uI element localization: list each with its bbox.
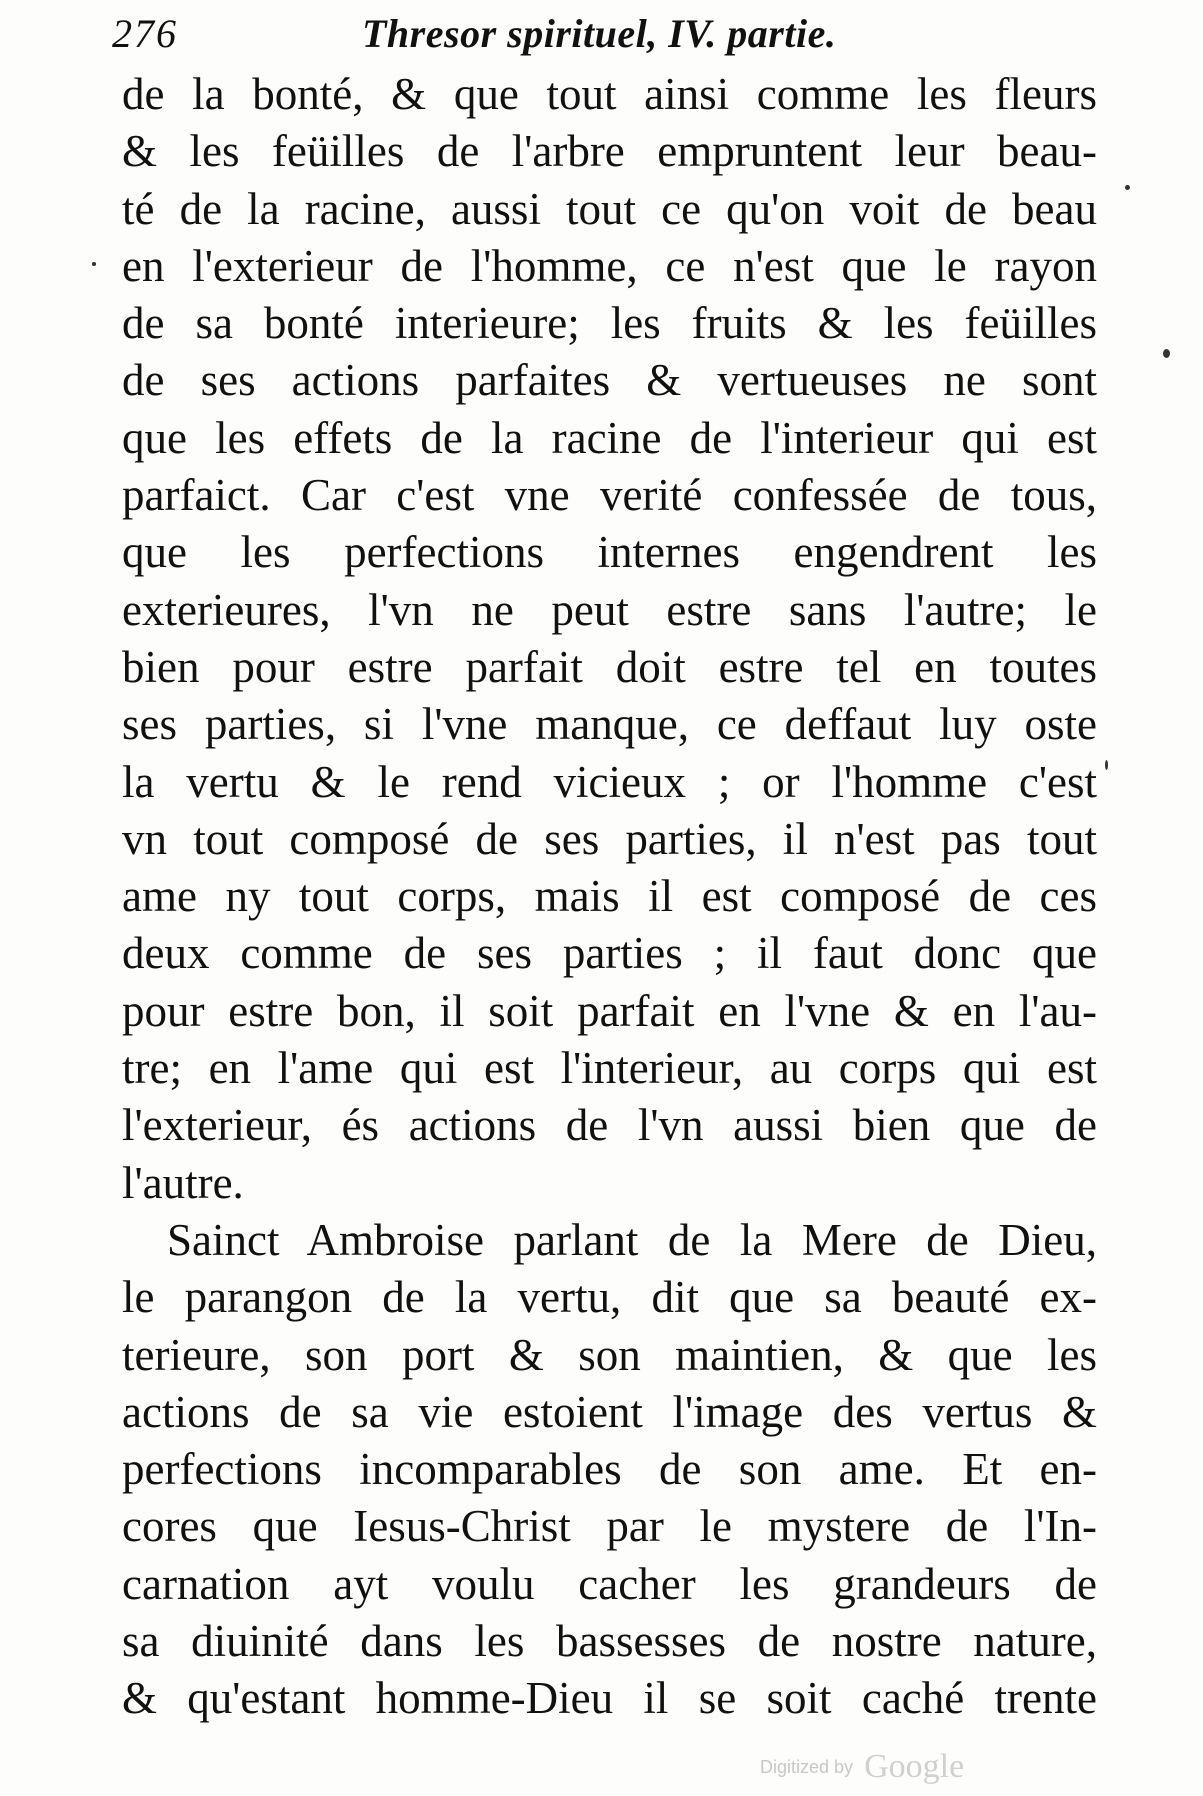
ink-speck bbox=[1125, 185, 1130, 190]
text-line: de sa bonté interieure; les fruits & les feüilles bbox=[122, 298, 1097, 349]
text-line: & les feüilles de l'arbre empruntent leur beau- bbox=[122, 126, 1097, 177]
text-line: ses parties, si l'vne manque, ce deffaut luy oste bbox=[122, 699, 1097, 750]
ink-speck bbox=[1105, 760, 1108, 770]
text-line: l'exterieur, és actions de l'vn aussi bien que de bbox=[122, 1100, 1097, 1151]
text-line: que les perfections internes engendrent les bbox=[122, 527, 1097, 578]
page-number: 276 bbox=[112, 11, 178, 56]
text-line: vn tout composé de ses parties, il n'est pas tout bbox=[122, 813, 1097, 864]
running-head bbox=[112, 10, 1102, 58]
text-line: l'autre. bbox=[122, 1157, 244, 1208]
paragraph-1 bbox=[122, 66, 1097, 1212]
text-line: en l'exterieur de l'homme, ce n'est que le rayon bbox=[122, 240, 1097, 291]
text-line: terieure, son port & son maintien, & que les bbox=[122, 1329, 1097, 1380]
text-line: tre; en l'ame qui est l'interieur, au corps qui est bbox=[122, 1043, 1097, 1094]
text-line: parfaict. Car c'est vne verité confessée de tous, bbox=[122, 470, 1097, 521]
text-line: carnation ayt voulu cacher les grandeurs de bbox=[122, 1558, 1097, 1609]
text-line: de ses actions parfaites & vertueuses ne sont bbox=[122, 355, 1097, 406]
text-line: & qu'estant homme-Dieu il se soit caché trente bbox=[122, 1673, 1097, 1724]
text-line: té de la racine, aussi tout ce qu'on voit de beau bbox=[122, 183, 1097, 234]
text-line: pour estre bon, il soit parfait en l'vne & en l'au- bbox=[122, 985, 1097, 1036]
paragraph-2 bbox=[122, 1212, 1097, 1728]
watermark-label: Digitized by bbox=[760, 1757, 854, 1777]
ink-speck bbox=[1163, 349, 1170, 358]
ink-speck bbox=[92, 262, 96, 266]
text-line: ame ny tout corps, mais il est composé de ces bbox=[122, 871, 1097, 922]
text-line: actions de sa vie estoient l'image des vertus & bbox=[122, 1386, 1097, 1437]
text-line: cores que Iesus-Christ par le mystere de l'In- bbox=[122, 1501, 1097, 1552]
text-line: la vertu & le rend vicieux ; or l'homme c'est bbox=[122, 756, 1097, 807]
text-line: de la bonté, & que tout ainsi comme les fleurs bbox=[122, 69, 1097, 119]
text-line: sa diuinité dans les bassesses de nostre nature, bbox=[122, 1616, 1097, 1667]
running-title: Thresor spirituel, IV. partie. bbox=[362, 11, 837, 56]
body-text bbox=[122, 66, 1097, 1728]
text-line: bien pour estre parfait doit estre tel en toutes bbox=[122, 641, 1097, 692]
watermark-brand: Google bbox=[864, 1748, 965, 1785]
text-line: perfections incomparables de son ame. Et en- bbox=[122, 1444, 1097, 1495]
text-line: le parangon de la vertu, dit que sa beauté ex- bbox=[122, 1272, 1097, 1323]
text-line: exterieures, l'vn ne peut estre sans l'autre; le bbox=[122, 584, 1097, 635]
text-line: Sainct Ambroise parlant de la Mere de Dieu, bbox=[167, 1214, 1097, 1265]
text-line: deux comme de ses parties ; il faut donc que bbox=[122, 928, 1097, 979]
text-line: que les effets de la racine de l'interieur qui est bbox=[122, 412, 1097, 463]
digitization-watermark bbox=[760, 1748, 964, 1786]
